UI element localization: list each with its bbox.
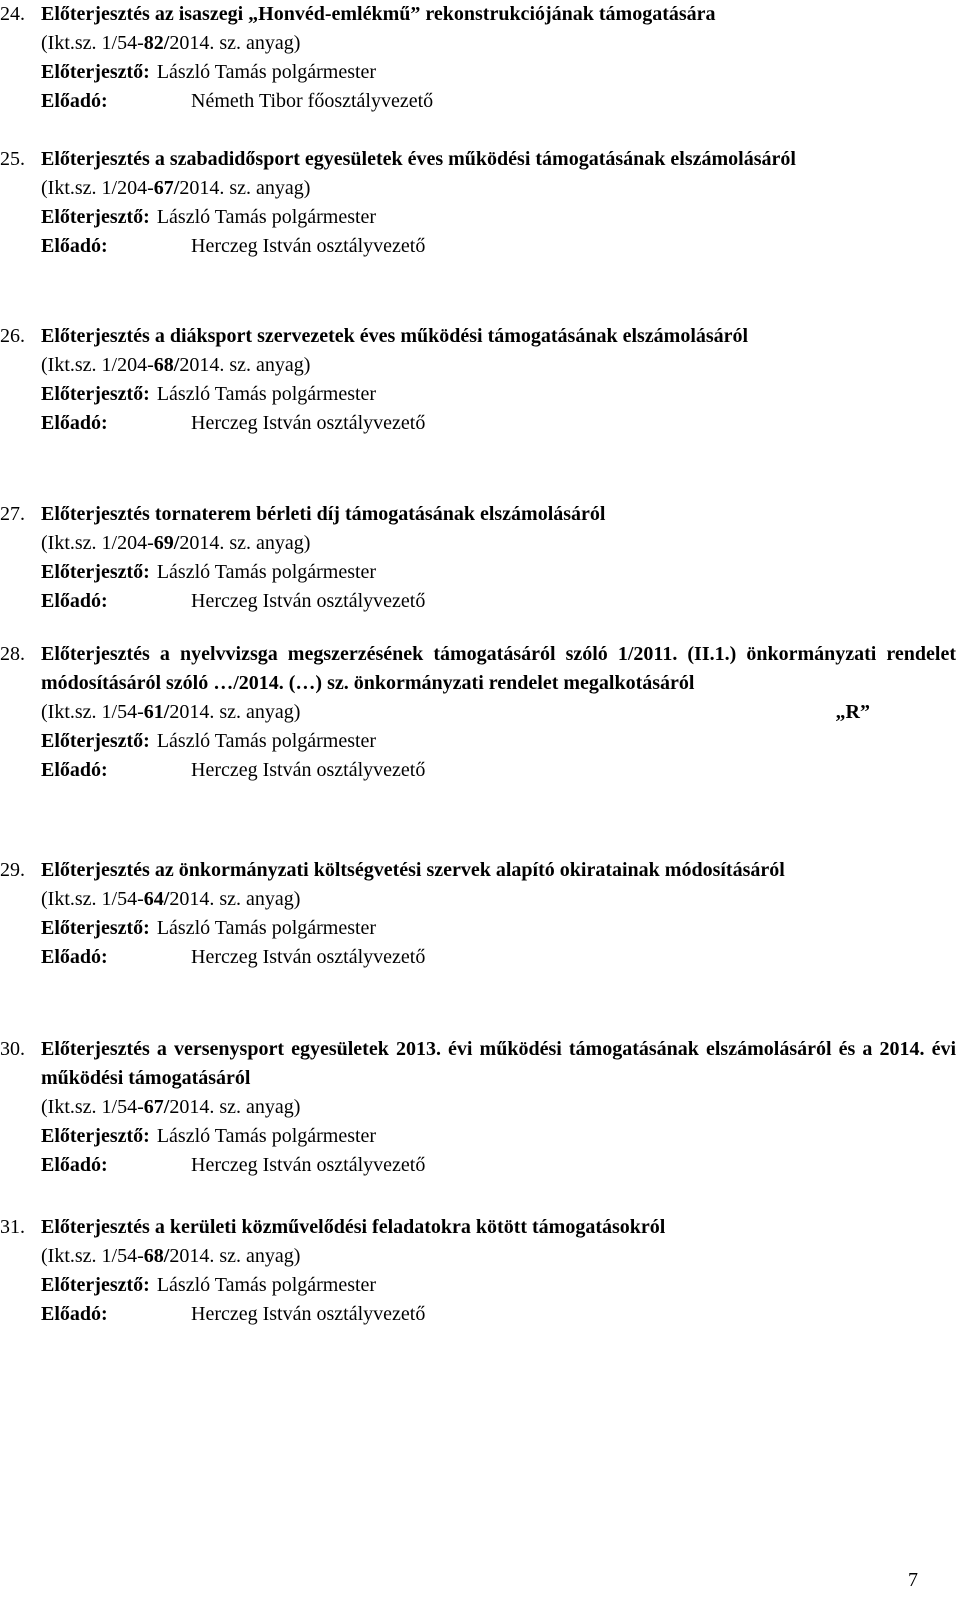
item-speaker: Előadó: Németh Tibor főosztályvezető (41, 87, 956, 116)
item-speaker: Előadó: Herczeg István osztályvezető (41, 232, 956, 261)
speaker-label: Előadó: (41, 235, 108, 257)
item-speaker: Előadó: Herczeg István osztályvezető (41, 1151, 956, 1180)
agenda-item-27 (0, 500, 960, 616)
item-reference: (Ikt.sz. 1/54-68/2014. sz. anyag) (41, 1245, 301, 1267)
item-reference: (Ikt.sz. 1/54-64/2014. sz. anyag) (41, 888, 301, 910)
item-number: 28. (0, 643, 25, 665)
item-title: Előterjesztés a kerületi közművelődési feladatokra kötött támogatásokról (41, 1216, 666, 1238)
item-reference: (Ikt.sz. 1/204-68/2014. sz. anyag) (41, 354, 311, 376)
item-number: 25. (0, 148, 25, 170)
item-title: Előterjesztés a szabadidősport egyesületek éves működési támogatásának elszámolásáról (41, 148, 796, 170)
speaker-label: Előadó: (41, 946, 108, 968)
page-number: 7 (908, 1569, 918, 1591)
presenter-label: Előterjesztő: (41, 1274, 150, 1296)
presenter-label: Előterjesztő: (41, 383, 150, 405)
item-presenter: Előterjesztő: László Tamás polgármester (41, 1122, 956, 1151)
item-title: Előterjesztés tornaterem bérleti díj támogatásának elszámolásáról (41, 503, 606, 525)
item-speaker: Előadó: Herczeg István osztályvezető (41, 587, 956, 616)
item-reference: (Ikt.sz. 1/204-69/2014. sz. anyag) (41, 532, 311, 554)
item-title: Előterjesztés a diáksport szervezetek éves működési támogatásának elszámolásáról (41, 325, 749, 347)
item-title: Előterjesztés a nyelvvizsga megszerzésének támogatásáról szóló 1/2011. (II.1.) önkormányzati rendelet módosításáról szóló …/2014. (…) sz. önkormányzati rendelet megalkotásáról (41, 643, 956, 694)
item-presenter: Előterjesztő: László Tamás polgármester (41, 558, 956, 587)
item-presenter: Előterjesztő: László Tamás polgármester (41, 380, 956, 409)
agenda-item-24 (0, 0, 960, 116)
item-speaker: Előadó: Herczeg István osztályvezető (41, 409, 956, 438)
speaker-label: Előadó: (41, 412, 108, 434)
presenter-label: Előterjesztő: (41, 561, 150, 583)
item-presenter: Előterjesztő: László Tamás polgármester (41, 1271, 956, 1300)
item-number: 30. (0, 1038, 25, 1060)
item-speaker: Előadó: Herczeg István osztályvezető (41, 1300, 956, 1329)
agenda-item-30 (0, 1035, 960, 1180)
agenda-item-25 (0, 145, 960, 261)
agenda-item-28 (0, 640, 960, 785)
speaker-label: Előadó: (41, 1154, 108, 1176)
item-title: Előterjesztés az isaszegi „Honvéd-emlékmű” rekonstrukciójának támogatására (41, 3, 716, 25)
item-presenter: Előterjesztő: László Tamás polgármester (41, 914, 956, 943)
item-reference: (Ikt.sz. 1/204-67/2014. sz. anyag) (41, 177, 311, 199)
regulation-marker: „R” (835, 701, 870, 723)
item-number: 29. (0, 859, 25, 881)
item-reference: (Ikt.sz. 1/54-61/2014. sz. anyag) (41, 701, 301, 723)
speaker-label: Előadó: (41, 759, 108, 781)
item-reference: (Ikt.sz. 1/54-82/2014. sz. anyag) (41, 32, 301, 54)
presenter-label: Előterjesztő: (41, 730, 150, 752)
agenda-item-29 (0, 856, 960, 972)
speaker-label: Előadó: (41, 1303, 108, 1325)
item-presenter: Előterjesztő: László Tamás polgármester (41, 203, 956, 232)
presenter-label: Előterjesztő: (41, 206, 150, 228)
item-reference: (Ikt.sz. 1/54-67/2014. sz. anyag) (41, 1096, 301, 1118)
speaker-label: Előadó: (41, 90, 108, 112)
presenter-label: Előterjesztő: (41, 917, 150, 939)
item-number: 24. (0, 3, 25, 25)
item-speaker: Előadó: Herczeg István osztályvezető (41, 943, 956, 972)
item-number: 26. (0, 325, 25, 347)
item-presenter: Előterjesztő: László Tamás polgármester (41, 58, 956, 87)
item-presenter: Előterjesztő: László Tamás polgármester (41, 727, 956, 756)
item-title: Előterjesztés a versenysport egyesületek 2013. évi működési támogatásának elszámolásáról és a 2014. évi működési támogatásáról (41, 1038, 956, 1089)
speaker-label: Előadó: (41, 590, 108, 612)
presenter-label: Előterjesztő: (41, 1125, 150, 1147)
agenda-item-31 (0, 1213, 960, 1329)
item-speaker: Előadó: Herczeg István osztályvezető (41, 756, 956, 785)
item-title: Előterjesztés az önkormányzati költségvetési szervek alapító okiratainak módosításáról (41, 859, 785, 881)
presenter-label: Előterjesztő: (41, 61, 150, 83)
item-number: 27. (0, 503, 25, 525)
item-number: 31. (0, 1216, 25, 1238)
agenda-item-26 (0, 322, 960, 438)
